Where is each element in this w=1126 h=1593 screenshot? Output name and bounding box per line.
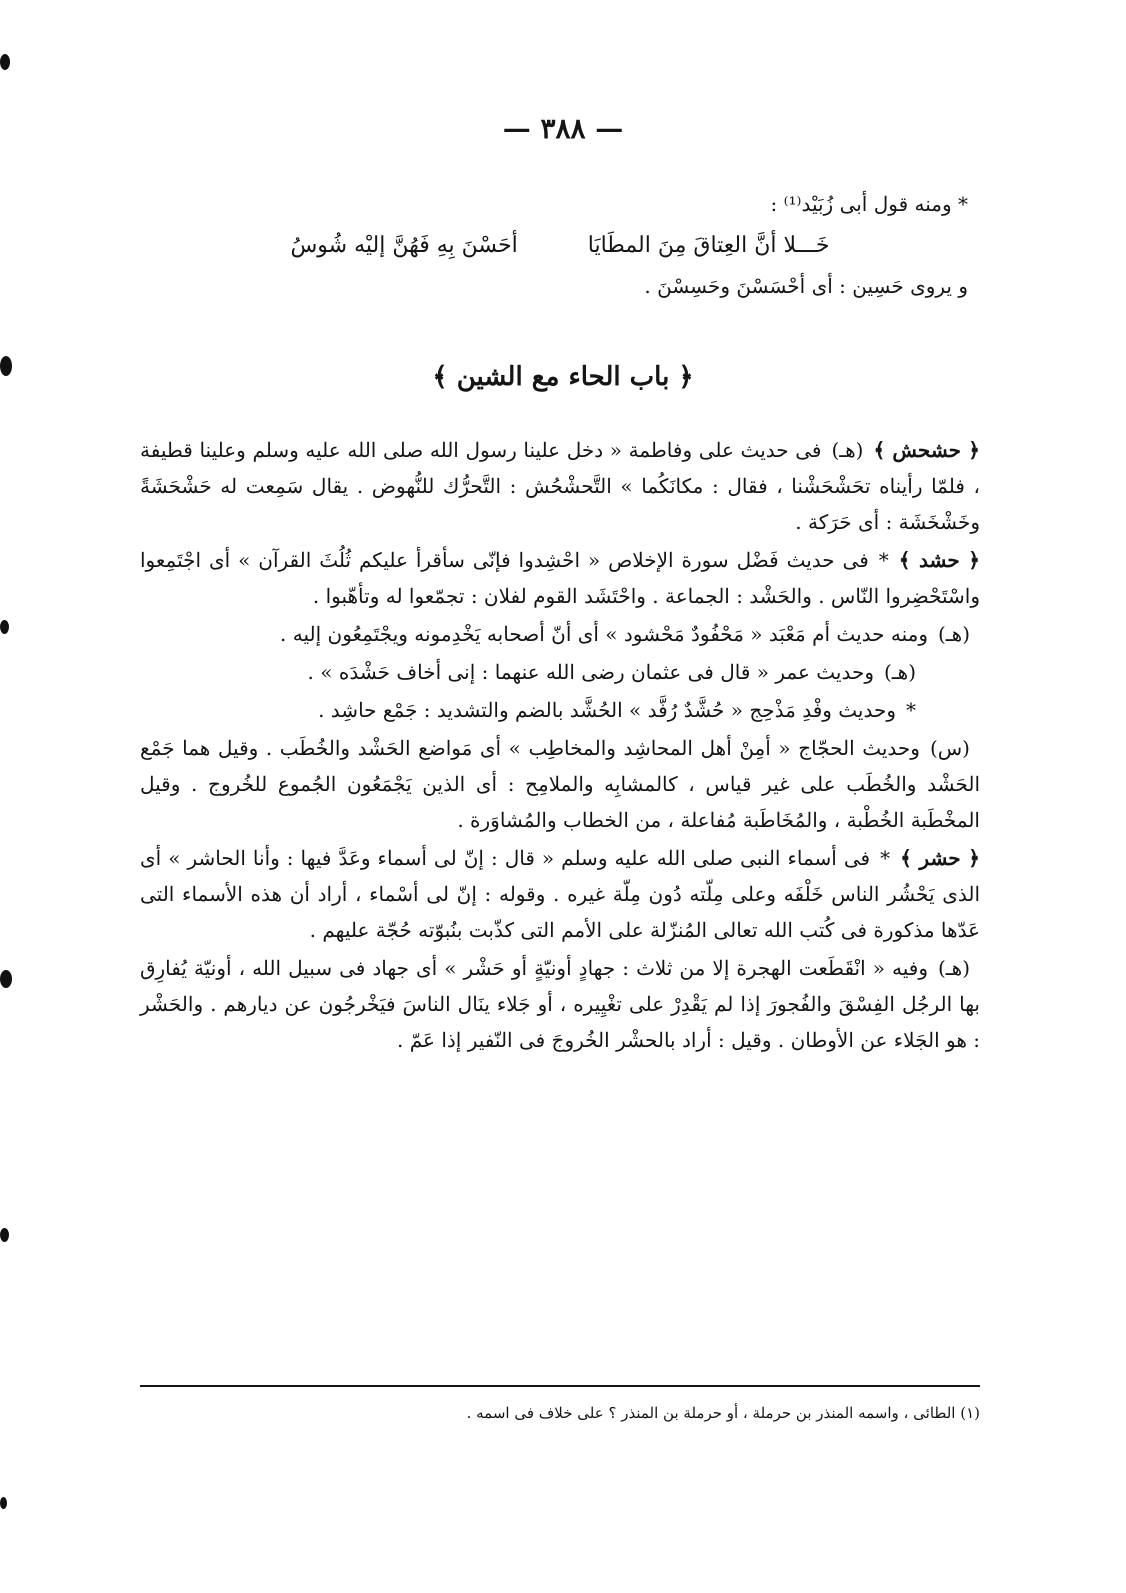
entry-text: وحديث عمر « قال فى عثمان رضى الله عنهما : إنى أخاف حَشْدَه » . — [307, 660, 874, 684]
intro-block — [140, 186, 980, 304]
dictionary-entry — [140, 432, 980, 540]
entry-source-mark: * — [880, 846, 891, 870]
dictionary-entry — [140, 542, 980, 614]
margin-mark — [0, 620, 9, 634]
dictionary-entry — [140, 654, 980, 690]
entry-headword: ﴿ حشر ﴾ — [900, 846, 980, 870]
section-heading: ﴿ باب الحاء مع الشين ﴾ — [432, 362, 694, 392]
entry-source-mark: (هـ) — [831, 438, 864, 462]
page-number: — ٣٨٨ — — [502, 112, 624, 145]
entry-headword: ﴿ حشحش ﴾ — [873, 438, 980, 462]
verse-second-hemistich: أحَسْنَ بِهِ فَهُنَّ إليْه شُوسُ — [290, 233, 518, 258]
margin-mark — [0, 970, 12, 988]
dictionary-entry — [140, 730, 980, 838]
dictionary-entry — [140, 950, 980, 1058]
entry-source-mark: (س) — [929, 736, 970, 760]
entry-headword: ﴿ حشد ﴾ — [898, 548, 980, 572]
footnote: (١) الطائى ، واسمه المنذر بن حرملة ، أو حرملة بن المنذر ؟ على خلاف فى اسمه . — [466, 1404, 980, 1422]
quote-intro-line: * ومنه قول أبى زُبَيْد⁽¹⁾ : — [770, 192, 968, 216]
margin-mark — [0, 1497, 7, 1509]
entry-text: فى أسماء النبى صلى الله عليه وسلم « قال : إنّ لى أسماء وعَدَّ فيها : وأنا الحاشر » أى الذى يَحْشُر الناس خَلْفَه وعلى مِلّته دُون مِلّة غيره . وقوله : إنّ لى أسْماء ، أراد أن هذه الأسماء التى عَدّها مذكورة فى كُتب الله تعالى المُنزّلة على الأمم التى كذّبت بنُبوّته حُجّة عليهم . — [140, 846, 980, 942]
entry-source-mark: * — [906, 698, 916, 722]
poetry-verse — [140, 226, 980, 266]
dictionary-entries — [140, 432, 980, 1060]
variant-reading-note: و يروى حَسِين : أى أحْسَسْنَ وحَسِسْنَ . — [644, 274, 968, 298]
footnote-divider — [140, 1385, 980, 1387]
entry-text: وحديث الحجّاج « أمِنْ أهل المحاشِد والمخاطِب » أى مَواضع الحَشْد والخُطَب . وقيل هما جَمْع الحَشْد والخُطَب على غير قياس ، كالمشابِه والملامِح : أى الذين يَجْمَعُون الجُموع للخُروج . وقيل المخْطَبة الخُطْبة ، والمُخَاطَبة مُفاعلة ، من الخطاب والمُشاوَرة . — [140, 736, 980, 832]
entry-source-mark: (هـ) — [883, 660, 916, 684]
margin-mark — [0, 1228, 9, 1242]
entry-source-mark: (هـ) — [937, 622, 970, 646]
dictionary-entry — [140, 616, 980, 652]
dictionary-entry — [140, 840, 980, 948]
margin-mark — [0, 54, 10, 70]
entry-text: ومنه حديث أم مَعْبَد « مَحْفُودٌ مَحْشود » أى أنّ أصحابه يَخْدِمونه ويجْتَمِعُون إليه . — [280, 622, 928, 646]
entry-text: وحديث وفْدِ مَذْحِج « حُشَّدٌ رُفَّد » الحُشَّد بالضم والتشديد : جَمْع حاشِد . — [318, 698, 896, 722]
entry-text: وفيه « انْقَطَعت الهجرة إلا من ثلاث : جهادٍ أونيّةٍ أو حَشْر » أى جهاد فى سبيل الله ، أونيّة يُفارِق بها الرجُل الفِسْقَ والفُجورَ إذا لم يَقْدِرْ على تغْيِيره ، أو جَلاء ينَال الناسَ فيَخْرجُون عن ديارهم . والحَشْر : هو الجَلاء عن الأوطان . وقيل : أراد بالحشْر الخُروجَ فى النّفير إذا عَمّ . — [140, 956, 980, 1052]
entry-source-mark: (هـ) — [937, 956, 970, 980]
dictionary-entry — [140, 692, 980, 728]
entry-source-mark: * — [878, 548, 889, 572]
verse-first-hemistich: خَـــلا أنَّ العِتاقَ مِنَ المطَايَا — [587, 233, 830, 258]
entry-text: فى حديث فَضْل سورة الإخلاص « احْشِدوا فإنّى سأقرأ عليكم ثُلُثَ القرآن » أى اجْتَمِعوا واسْتَحْضِروا النّاس . والحَشْد : الجماعة . واحْتَشَد القوم لفلان : تجمّعوا له وتأهّبوا . — [140, 548, 980, 608]
entry-text: فى حديث على وفاطمة « دخل علينا رسول الله صلى الله عليه وسلم وعلينا قطيفة ، فلمّا رأيناه تحَشْحَشْنا ، فقال : مكانَكُما » التَّحشْحُش : التَّحرُّك للنُّهوض . يقال سَمِعت له حَشْحَشَةً وخَشْخَشَة : أى حَرَكة . — [140, 438, 980, 534]
